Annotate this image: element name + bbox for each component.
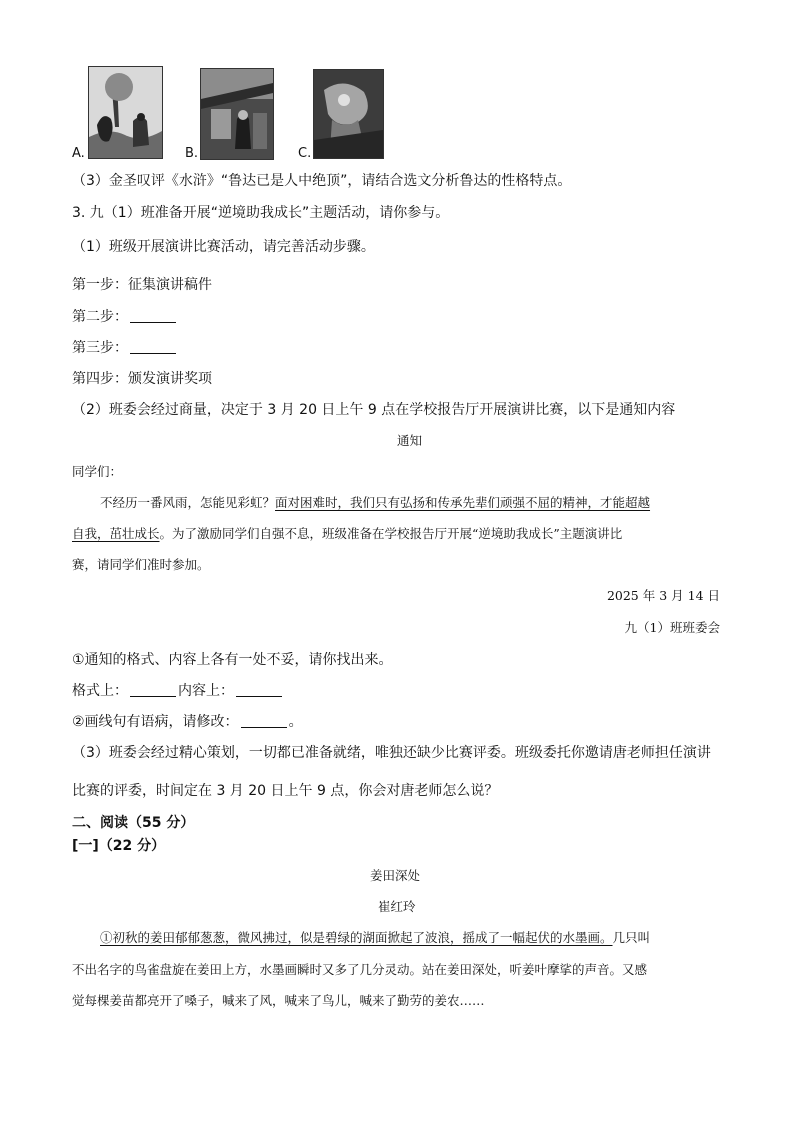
article-paragraph-1-line-1 (100, 928, 650, 948)
notice-underlined-sentence: 面对困难时，我们只有弘扬和传承先辈们顽强不屈的精神，才能超越 (275, 495, 651, 510)
option-a-illustration (89, 67, 162, 158)
question-3-3-line-2: 比赛的评委，时间定在 3 月 20 日上午 9 点，你会对唐老师怎么说？ (72, 783, 499, 799)
format-label: 格式上： (72, 683, 128, 699)
question-3-2-a-answers (72, 681, 284, 701)
revision-blank[interactable] (241, 713, 287, 728)
step-2-blank[interactable] (130, 308, 176, 323)
step-2 (72, 307, 178, 327)
article-author: 崔红玲 (378, 899, 416, 914)
option-b-illustration (201, 69, 273, 159)
question-3-2: （2）班委会经过商量，决定于 3 月 20 日上午 9 点在学校报告厅开展演讲比赛，以下是通知内容 (72, 402, 676, 418)
notice-title: 通知 (397, 433, 423, 448)
content-blank[interactable] (236, 682, 282, 697)
step-3-blank[interactable] (130, 339, 176, 354)
option-c-image (313, 69, 384, 159)
question-3-2-b (72, 712, 303, 732)
question-3-intro: 3. 九（1）班准备开展“逆境助我成长”主题活动，请你参与。 (72, 205, 450, 221)
notice-line-1 (100, 493, 650, 513)
notice-line-1-plain: 不经历一番风雨，怎能见彩虹？ (100, 495, 276, 510)
question-2-3: （3）金圣叹评《水浒》“鲁达已是人中绝顶”，请结合选文分析鲁达的性格特点。 (72, 173, 572, 189)
step-4: 第四步：颁发演讲奖项 (72, 371, 212, 387)
notice-greeting: 同学们： (72, 464, 123, 479)
part-1-heading: [一]（22 分） (72, 838, 166, 854)
option-a-label: A. (72, 146, 85, 161)
notice-line-3: 赛，请同学们准时参加。 (72, 557, 210, 572)
question-3-2-a: ①通知的格式、内容上各有一处不妥，请你找出来。 (72, 652, 393, 668)
article-title: 姜田深处 (370, 868, 421, 883)
step-2-label: 第二步： (72, 309, 128, 325)
notice-date: 2025 年 3 月 14 日 (606, 588, 720, 603)
format-blank[interactable] (130, 682, 176, 697)
option-c-label: C. (298, 146, 312, 161)
question-3-1: （1）班级开展演讲比赛活动，请完善活动步骤。 (72, 239, 375, 255)
article-line-1-plain: 几只叫 (612, 930, 651, 945)
step-1: 第一步：征集演讲稿件 (72, 277, 212, 293)
notice-signer: 九（1）班班委会 (624, 620, 720, 635)
step-3-label: 第三步： (72, 340, 128, 356)
question-3-3-line-1: （3）班委会经过精心策划，一切都已准备就绪，唯独还缺少比赛评委。班级委托你邀请唐老师担任演讲 (72, 745, 711, 761)
step-3 (72, 338, 178, 358)
question-3-2-b-end: 。 (288, 714, 303, 730)
article-paragraph-1-line-3: 觉每棵姜苗都亮开了嗓子，喊来了风，喊来了鸟儿，喊来了勤劳的姜农…… (72, 993, 485, 1008)
option-b-label: B. (185, 146, 199, 161)
article-underlined-sentence: ①初秋的姜田郁郁葱葱，微风拂过，似是碧绿的湖面掀起了波浪，摇成了一幅起伏的水墨画。 (100, 930, 613, 945)
option-c-illustration (314, 70, 383, 158)
section-2-heading: 二、阅读（55 分） (72, 815, 195, 831)
question-3-2-b-text: ②画线句有语病，请修改： (72, 714, 239, 730)
notice-line-2-plain: 。为了激励同学们自强不息，班级准备在学校报告厅开展“逆境助我成长”主题演讲比 (159, 526, 623, 541)
option-a-image (88, 66, 163, 159)
notice-line-2 (72, 524, 622, 544)
notice-underlined-sentence-end: 自我，茁壮成长 (72, 526, 160, 541)
content-label: 内容上： (178, 683, 234, 699)
article-paragraph-1-line-2: 不出名字的鸟雀盘旋在姜田上方，水墨画瞬时又多了几分灵动。站在姜田深处，听姜叶摩挲的声音。又感 (72, 962, 648, 977)
option-b-image (200, 68, 274, 160)
